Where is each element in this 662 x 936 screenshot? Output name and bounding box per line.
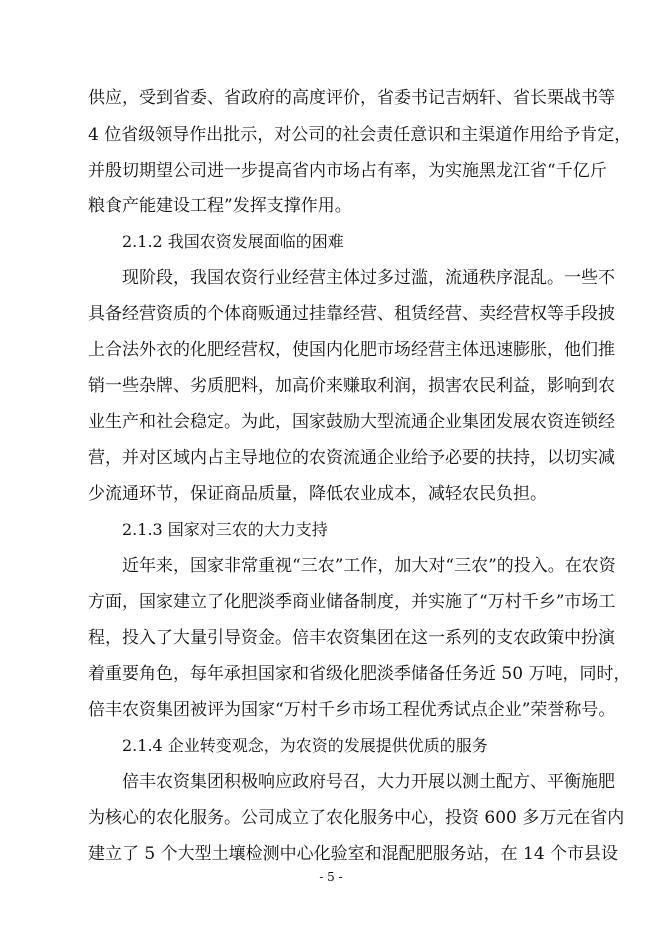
text-line: 现阶段，我国农资行业经营主体过多过滥，流通秩序混乱。一些不 <box>122 268 615 288</box>
text-line: 营，并对区域内占主导地位的农资流通企业给予必要的扶持，以切实减 <box>88 448 615 468</box>
text-line: 粮食产能建设工程”发挥支撑作用。 <box>88 196 352 216</box>
text-line: 具备经营资质的个体商贩通过挂靠经营、租赁经营、卖经营权等手段披 <box>88 304 615 324</box>
text-line: 并殷切期望公司进一步提高省内市场占有率，为实施黑龙江省“千亿斤 <box>88 161 607 181</box>
section-heading: 2.1.4 企业转变观念，为农资的发展提供优质的服务 <box>122 736 488 755</box>
text-line: 4 位省级领导作出批示，对公司的社会责任意识和主渠道作用给予肯定， <box>88 125 632 145</box>
text-line: 倍丰农资集团被评为国家“万村千乡市场工程优秀试点企业”荣誉称号。 <box>88 700 616 720</box>
text-line: 为核心的农化服务。公司成立了农化服务中心，投资 600 多万元在省内 <box>88 808 625 828</box>
page-number: - 5 - <box>319 870 343 884</box>
text-line: 倍丰农资集团积极响应政府号召，大力开展以测土配方、平衡施肥 <box>122 772 615 792</box>
text-line: 上合法外衣的化肥经营权，使国内化肥市场经营主体迅速膨胀，他们推 <box>88 340 615 360</box>
text-line: 少流通环节，保证商品质量，降低农业成本，减轻农民负担。 <box>88 484 547 504</box>
text-line: 程，投入了大量引导资金。倍丰农资集团在这一系列的支农政策中扮演 <box>88 628 615 648</box>
text-line: 方面，国家建立了化肥淡季商业储备制度，并实施了“万村千乡”市场工 <box>88 592 616 612</box>
text-line: 供应，受到省委、省政府的高度评价，省委书记吉炳轩、省长栗战书等 <box>88 88 615 108</box>
text-line: 着重要角色，每年承担国家和省级化肥淡季储备任务近 50 万吨，同时， <box>88 664 631 684</box>
section-heading: 2.1.3 国家对三农的大力支持 <box>122 520 328 539</box>
section-heading: 2.1.2 我国农资发展面临的困难 <box>122 232 344 251</box>
text-line: 销一些杂牌、劣质肥料，加高价来赚取利润，损害农民利益，影响到农 <box>88 376 615 396</box>
text-line: 建立了 5 个大型土壤检测中心化验室和混配肥服务站，在 14 个市县设 <box>88 844 619 864</box>
text-line: 业生产和社会稳定。为此，国家鼓励大型流通企业集团发展农资连锁经 <box>88 412 615 432</box>
text-line: 近年来，国家非常重视“三农”工作，加大对“三农”的投入。在农资 <box>122 556 616 576</box>
